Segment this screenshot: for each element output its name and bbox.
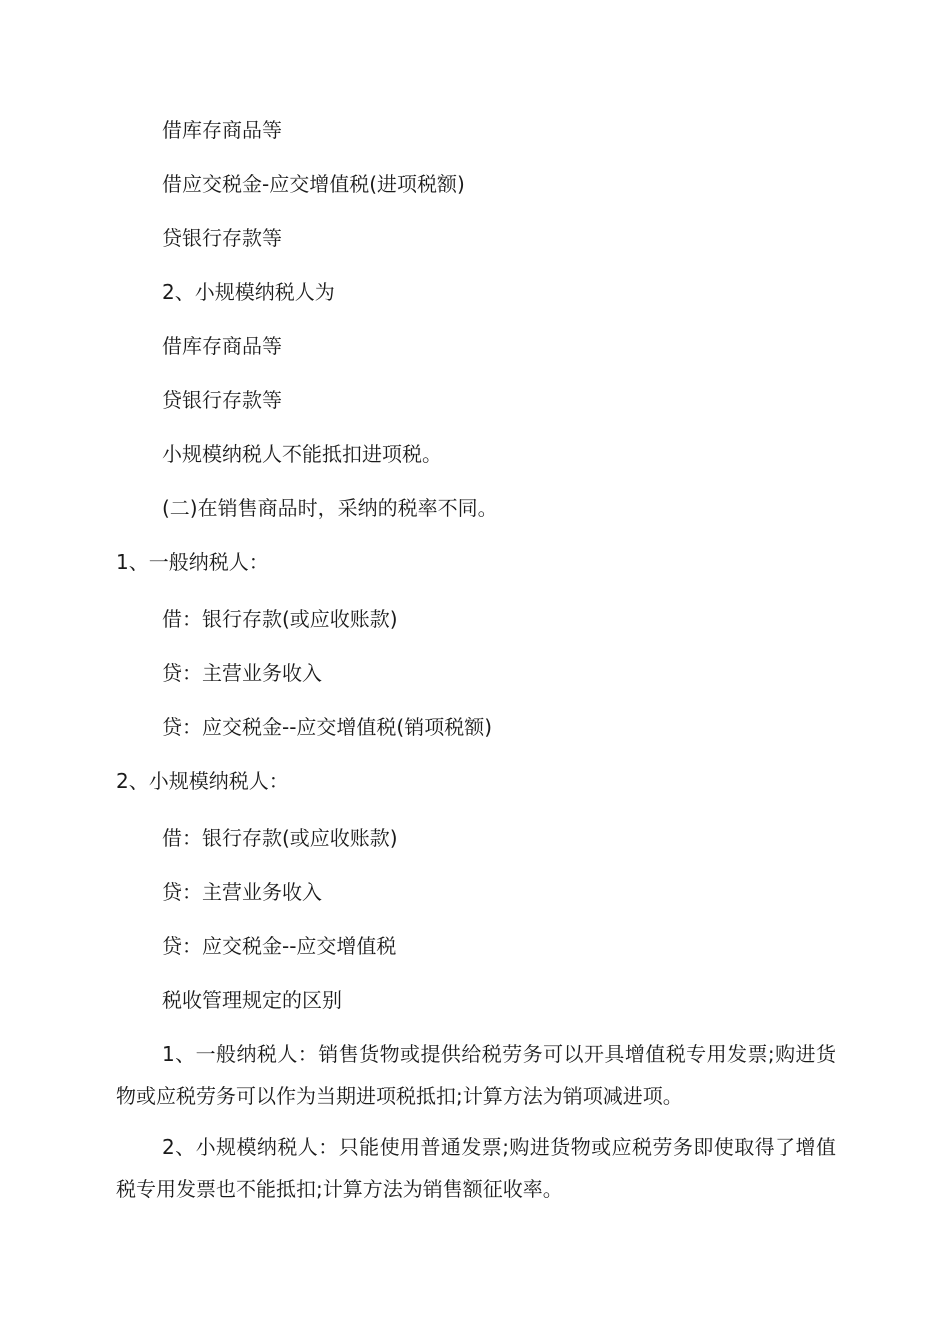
text-line: 小规模纳税人不能抵扣进项税。 (162, 442, 442, 466)
text-line: 借库存商品等 (162, 334, 282, 358)
section-heading: (二)在销售商品时，采纳的税率不同。 (162, 496, 498, 520)
text-line: 借：银行存款(或应收账款) (162, 826, 398, 850)
text-line: 贷：主营业务收入 (162, 880, 322, 904)
text-line: 借库存商品等 (162, 118, 282, 142)
subsection-heading: 2、小规模纳税人： (116, 769, 289, 793)
text-line: 贷：应交税金--应交增值税(销项税额) (162, 715, 493, 739)
section-heading: 税收管理规定的区别 (162, 988, 342, 1012)
text-line: 贷：应交税金--应交增值税 (162, 934, 397, 958)
text-line: 贷银行存款等 (162, 226, 282, 250)
paragraph: 1、一般纳税人：销售货物或提供给税劳务可以开具增值税专用发票;购进货物或应税劳务可以作为当期进项税抵扣;计算方法为销项减进项。 (116, 1042, 836, 1108)
text-line: 借应交税金-应交增值税(进项税额) (162, 172, 465, 196)
text-line: 贷：主营业务收入 (162, 661, 322, 685)
text-line: 借：银行存款(或应收账款) (162, 607, 398, 631)
subsection-heading: 1、一般纳税人： (116, 550, 269, 574)
text-line: 贷银行存款等 (162, 388, 282, 412)
paragraph: 2、小规模纳税人：只能使用普通发票;购进货物或应税劳务即使取得了增值税专用发票也不能抵扣;计算方法为销售额征收率。 (116, 1135, 836, 1201)
text-line: 2、小规模纳税人为 (162, 280, 335, 304)
